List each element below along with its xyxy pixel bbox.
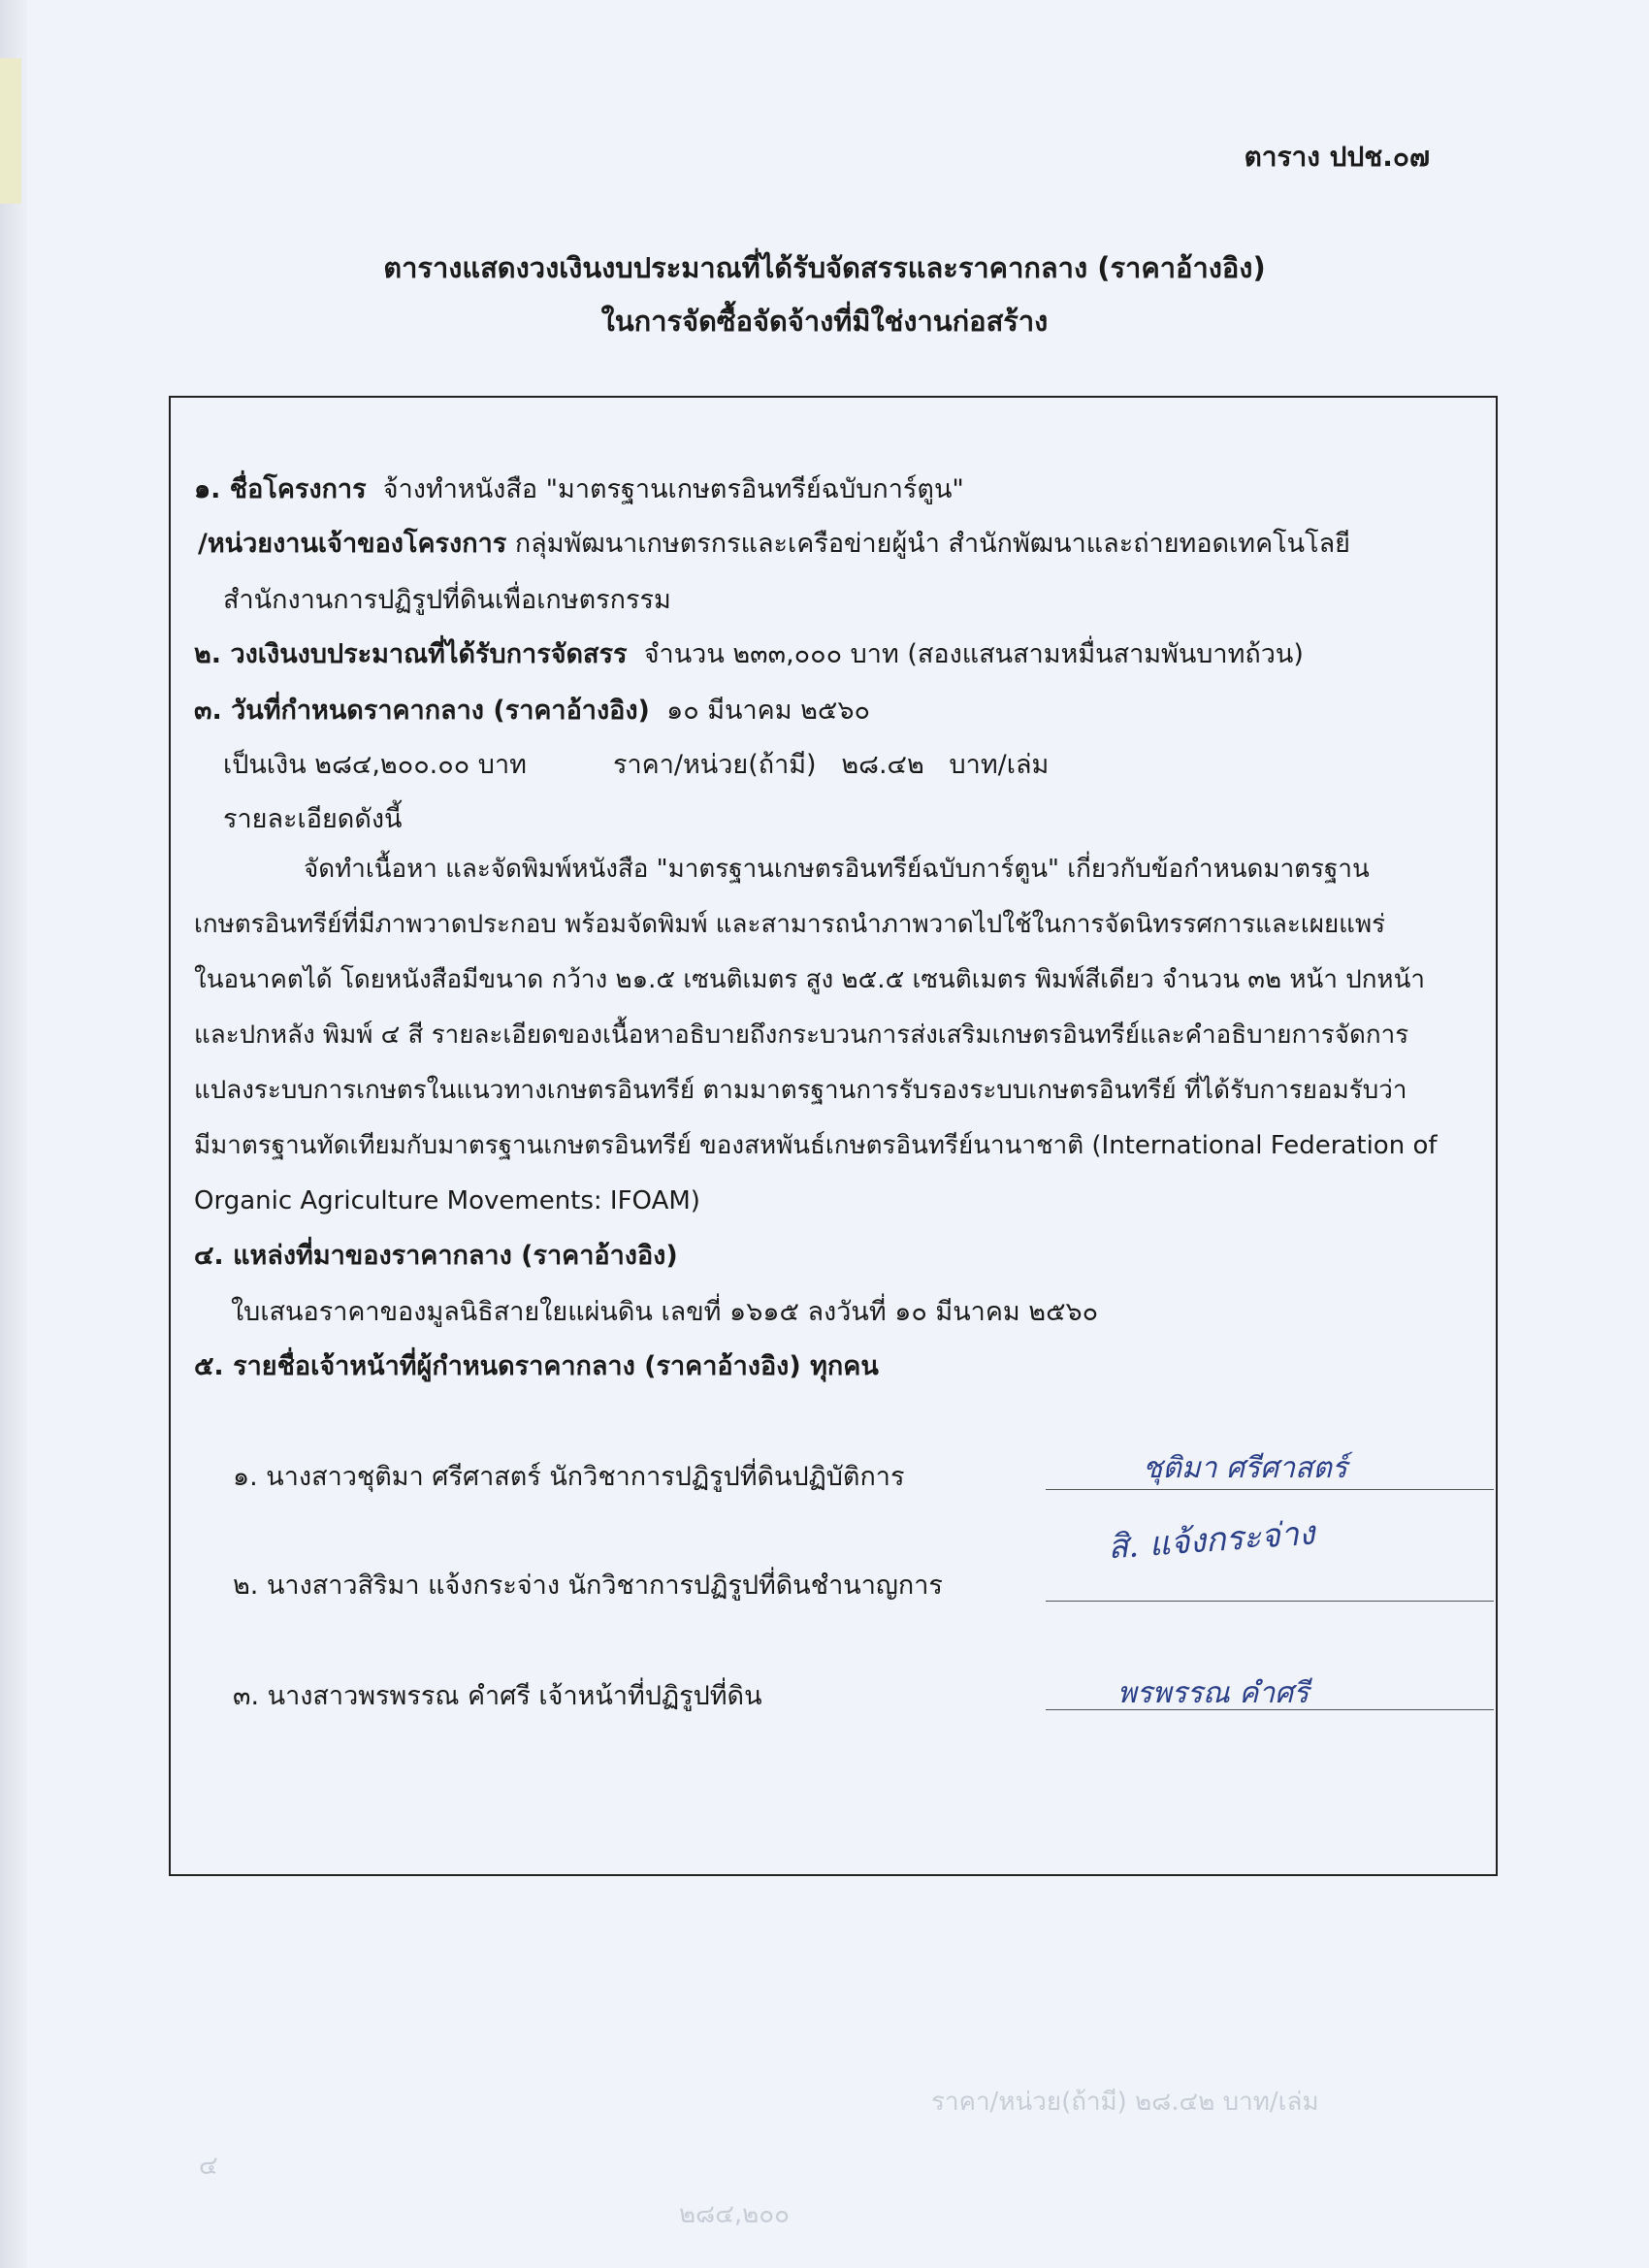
officers-label xyxy=(194,1345,879,1386)
officer-2: ๒. นางสาวสิริมา แจ้งกระจ่าง นักวิชาการปฏิรูปที่ดินชำนาญการ xyxy=(233,1571,943,1601)
document-subtitle: ในการจัดซื้อจัดจ้างที่มิใช่งานก่อสร้าง xyxy=(600,305,1049,338)
document-title: ตารางแสดงวงเงินงบประมาณที่ได้รับจัดสรรและราคากลาง (ราคาอ้างอิง) xyxy=(383,251,1266,284)
unit-price-label: ราคา/หน่วย(ถ้ามี) xyxy=(613,750,817,780)
description-line: ในอนาคตได้ โดยหนังสือมีขนาด กว้าง ๒๑.๕ เซนติเมตร สูง ๒๕.๕ เซนติเมตร พิมพ์สีเดียว จำนวน ๓๒ หน้า ปกหน้า xyxy=(194,965,1425,994)
description-line: มีมาตรฐานทัดเทียมกับมาตรฐานเกษตรอินทรีย์ ของสหพันธ์เกษตรอินทรีย์นานาชาติ (International Federation of xyxy=(194,1131,1438,1160)
signature-1: ชุติมา ศรีศาสตร์ xyxy=(1143,1451,1347,1485)
bleed-through-text: ๔ xyxy=(199,2152,218,2181)
budget-line xyxy=(194,632,1304,674)
details-label: รายละเอียดดังนี้ xyxy=(223,804,403,834)
price-source-value: ใบเสนอราคาของมูลนิธิสายใยแผ่นดิน เลขที่ ๑๖๑๕ ลงวันที่ ๑๐ มีนาคม ๒๕๖๐ xyxy=(231,1297,1099,1327)
description-line: และปกหลัง พิมพ์ ๔ สี รายละเอียดของเนื้อหาอธิบายถึงกระบวนการส่งเสริมเกษตรอินทรีย์และคำอธิบายการจัดการ xyxy=(194,1021,1409,1050)
agency-value: กลุ่มพัฒนาเกษตรกรและเครือข่ายผู้นำ สำนักพัฒนาและถ่ายทอดเทคโนโลยี xyxy=(514,529,1350,559)
description-line: เกษตรอินทรีย์ที่มีภาพวาดประกอบ พร้อมจัดพิมพ์ และสามารถนำภาพวาดไปใช้ในการจัดนิทรรศการและเผยแพร่ xyxy=(194,910,1386,939)
reference-date-value: ๑๐ มีนาคม ๒๕๖๐ xyxy=(666,696,870,726)
reference-date-line xyxy=(194,689,870,730)
agency-value-cont: สำนักงานการปฏิรูปที่ดินเพื่อเกษตรกรรม xyxy=(223,585,671,615)
officer-1: ๑. นางสาวชุติมา ศรีศาสตร์ นักวิชาการปฏิรูปที่ดินปฏิบัติการ xyxy=(233,1462,905,1492)
officers-label-text: ๕. รายชื่อเจ้าหน้าที่ผู้กำหนดราคากลาง (ราคาอ้างอิง) ทุกคน xyxy=(194,1351,879,1381)
description-line: แปลงระบบการเกษตรในแนวทางเกษตรอินทรีย์ ตามมาตรฐานการรับรองระบบเกษตรอินทรีย์ ที่ได้รับการยอมรับว่า xyxy=(194,1076,1407,1105)
form-code: ตาราง ปปช.๐๗ xyxy=(1244,141,1430,173)
bleed-through-text: ๒๘๔,๒๐๐ xyxy=(679,2200,791,2229)
signature-line-2 xyxy=(1046,1601,1494,1602)
unit-price-line xyxy=(613,743,1049,785)
description-line: จัดทำเนื้อหา และจัดพิมพ์หนังสือ "มาตรฐานเกษตรอินทรีย์ฉบับการ์ตูน" เกี่ยวกับข้อกำหนดมาตรฐาน xyxy=(304,855,1370,884)
budget-value: จำนวน ๒๓๓,๐๐๐ บาท (สองแสนสามหมื่นสามพันบาทถ้วน) xyxy=(643,639,1304,669)
agency-line xyxy=(198,522,1350,564)
unit-price-value: ๒๘.๔๒ xyxy=(841,750,924,780)
project-name-line xyxy=(194,468,964,509)
signature-line-1 xyxy=(1046,1489,1494,1490)
description-paragraph xyxy=(194,842,1494,1229)
unit-price-unit: บาท/เล่ม xyxy=(949,750,1050,780)
paper-tab-mark xyxy=(0,58,21,204)
price-source-label xyxy=(194,1234,678,1276)
signature-2: สิ. แจ้งกระจ่าง xyxy=(1106,1513,1316,1568)
description-line: Organic Agriculture Movements: IFOAM) xyxy=(194,1186,700,1215)
signature-line-3 xyxy=(1046,1709,1494,1710)
budget-label: ๒. วงเงินงบประมาณที่ได้รับการจัดสรร xyxy=(194,639,628,669)
project-name-label: ๑. ชื่อโครงการ xyxy=(194,474,367,504)
agency-label: /หน่วยงานเจ้าของโครงการ xyxy=(198,529,507,559)
officer-3: ๓. นางสาวพรพรรณ คำศรี เจ้าหน้าที่ปฏิรูปที่ดิน xyxy=(233,1681,762,1711)
reference-date-label: ๓. วันที่กำหนดราคากลาง (ราคาอ้างอิง) xyxy=(194,696,650,726)
project-name-value: จ้างทำหนังสือ "มาตรฐานเกษตรอินทรีย์ฉบับการ์ตูน" xyxy=(382,474,964,504)
bleed-through-text: ราคา/หน่วย(ถ้ามี) ๒๘.๔๒ บาท/เล่ม xyxy=(931,2088,1319,2117)
signature-3: พรพรรณ คำศรี xyxy=(1117,1676,1310,1710)
amount-value: เป็นเงิน ๒๘๔,๒๐๐.๐๐ บาท xyxy=(223,750,527,780)
price-source-label-text: ๔. แหล่งที่มาของราคากลาง (ราคาอ้างอิง) xyxy=(194,1241,678,1271)
